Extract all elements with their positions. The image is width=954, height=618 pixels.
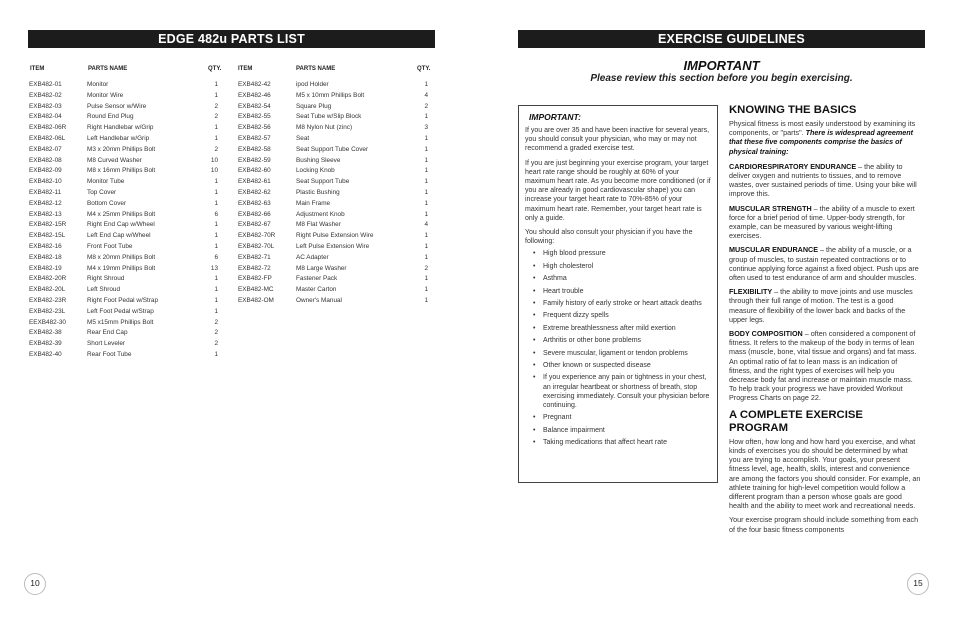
parts-row — [238, 80, 428, 91]
part-number: EXB482-19 — [29, 264, 62, 272]
part-number: EXB482-71 — [238, 253, 271, 261]
part-name: Seat Support Tube Cover — [296, 145, 369, 153]
part-number: EXB482-59 — [238, 156, 271, 164]
part-name: Right Handlebar w/Grip — [87, 124, 154, 132]
condition-list-item: • Balance impairment — [525, 426, 711, 435]
parts-table-2 — [238, 80, 428, 307]
parts-row — [29, 253, 218, 264]
parts-row — [238, 134, 428, 145]
parts-row — [238, 274, 428, 285]
part-qty: 1 — [214, 286, 218, 294]
part-qty: 4 — [424, 91, 428, 99]
parts-row — [238, 242, 428, 253]
part-qty: 1 — [424, 275, 428, 283]
parts-row — [238, 285, 428, 296]
parts-row — [238, 177, 428, 188]
fitness-component-term: MUSCULAR STRENGTH — [729, 203, 812, 213]
col-item-label-2: ITEM — [238, 66, 253, 72]
part-name: Seat Support Tube — [296, 178, 350, 186]
part-number: EXB482-54 — [238, 102, 271, 110]
fitness-component-term: CARDIORESPIRATORY ENDURANCE — [729, 161, 857, 171]
part-name: Left Foot Pedal w/Strap — [87, 307, 154, 315]
condition-list-item: • Pregnant — [525, 413, 711, 422]
important-box — [518, 105, 718, 483]
basics-section — [729, 104, 921, 539]
parts-row — [29, 285, 218, 296]
part-name: M8 Nylon Nut (zinc) — [296, 124, 353, 132]
parts-row — [238, 91, 428, 102]
part-qty: 1 — [424, 199, 428, 207]
part-name: Adjustment Knob — [296, 210, 345, 218]
parts-row — [29, 274, 218, 285]
part-qty: 1 — [214, 199, 218, 207]
part-number: EXB482-18 — [29, 253, 62, 261]
part-number: EXB482-15R — [29, 221, 67, 229]
part-name: M4 x 25mm Phillips Bolt — [87, 210, 156, 218]
part-qty: 3 — [424, 124, 428, 132]
part-qty: 1 — [424, 167, 428, 175]
col-item-label: ITEM — [30, 66, 45, 72]
condition-list-item: • Arthritis or other bone problems — [525, 336, 711, 345]
part-qty: 1 — [214, 350, 218, 358]
parts-row — [29, 231, 218, 242]
part-name: Bottom Cover — [87, 199, 127, 207]
part-qty: 2 — [214, 145, 218, 153]
box-para-3: You should also consult your physician if you have the following: — [525, 229, 693, 246]
parts-row — [29, 350, 218, 361]
part-name: AC Adapter — [296, 253, 329, 261]
parts-row — [29, 134, 218, 145]
part-number: EXB482-15L — [29, 232, 66, 240]
part-number: EXB482-20L — [29, 286, 66, 294]
part-number: EXB482-02 — [29, 91, 62, 99]
part-name: Plastic Bushing — [296, 188, 340, 196]
part-name: Rear End Cap — [87, 329, 128, 337]
part-number: EXB482-01 — [29, 81, 62, 88]
part-qty: 1 — [424, 134, 428, 142]
part-number: EXB482-07 — [29, 145, 62, 153]
part-name: M5 x 10mm Phillips Bolt — [296, 91, 365, 99]
part-qty: 1 — [214, 296, 218, 304]
condition-list — [525, 249, 711, 447]
part-name: M5 x15mm Phillips Bolt — [87, 318, 154, 326]
part-number: EXB482-58 — [238, 145, 271, 153]
parts-row — [29, 145, 218, 156]
part-qty: 1 — [214, 307, 218, 315]
part-qty: 1 — [214, 91, 218, 99]
part-name: Left End Cap w/Wheel — [87, 232, 151, 240]
part-number: EXB482-09 — [29, 167, 62, 175]
part-qty: 6 — [214, 210, 218, 218]
part-qty: 2 — [214, 329, 218, 337]
parts-row — [238, 253, 428, 264]
parts-row — [29, 210, 218, 221]
page-number-right: 15 — [907, 573, 929, 595]
part-name: Square Plug — [296, 102, 332, 110]
part-name: M8 Flat Washer — [296, 221, 341, 229]
parts-row — [29, 102, 218, 113]
part-qty: 1 — [214, 188, 218, 196]
part-number: EXB482-04 — [29, 113, 62, 121]
parts-row — [238, 210, 428, 221]
part-number: EXB482-06L — [29, 134, 66, 142]
part-name: Short Leveler — [87, 340, 126, 348]
part-name: Left Pulse Extension Wire — [296, 242, 370, 250]
part-number: EXB482-67 — [238, 221, 271, 229]
part-number: EXB482-20R — [29, 275, 67, 283]
fitness-component-text: – the ability of a muscle to exert force for a brief period of time. Upper-body strength, for example, can be measured by various weight-lifting exercises. — [729, 203, 915, 241]
fitness-component-text: – the ability to deliver oxygen and nutrients to tissues, and to remove wastes, over sustained periods of time. Using your bike will improve this. — [729, 161, 917, 199]
part-qty: 1 — [424, 113, 428, 121]
part-name: Left Handlebar w/Grip — [87, 134, 150, 142]
fitness-component-text: – the ability to move joints and use muscles through their full range of motion. The test is a good measure of flexibility of the lower back and backs of the upper legs. — [729, 287, 913, 324]
col-qty-label: QTY. — [208, 66, 222, 72]
part-qty: 2 — [214, 318, 218, 326]
page-number-left: 10 — [24, 573, 46, 595]
part-number: EXB482-40 — [29, 350, 62, 358]
box-para-2: If you are just beginning your exercise program, your target heart rate range should be roughly at 60% of your maximum heart rate. As you become more conditioned (or if you are already in good cardiovascular shape) you can increase your target heart rate to 70%-85% of your maximum heart rate. Remember, your target heart rate is only a guide. — [525, 159, 711, 222]
part-name: Right Pulse Extension Wire — [296, 232, 374, 240]
basics-title: KNOWING THE BASICS — [729, 104, 857, 116]
part-number: EEXB482-30 — [29, 318, 66, 326]
part-name: Front Foot Tube — [87, 242, 133, 250]
part-number: EXB482-55 — [238, 113, 271, 121]
part-qty: 1 — [424, 210, 428, 218]
parts-row — [29, 264, 218, 275]
part-qty: 1 — [214, 178, 218, 186]
part-qty: 1 — [424, 232, 428, 240]
part-name: Bushing Sleeve — [296, 156, 341, 164]
fitness-component — [729, 204, 921, 241]
part-qty: 1 — [424, 286, 428, 294]
part-number: EXB482-12 — [29, 199, 62, 207]
part-name: Rear Foot Tube — [87, 350, 132, 358]
parts-row — [29, 177, 218, 188]
part-name: Pulse Sensor w/Wire — [87, 102, 147, 110]
parts-row — [238, 166, 428, 177]
box-para-1: If you are over 35 and have been inactive for several years, you should consult your physician, who may or may not recommend a graded exercise test. — [525, 127, 710, 153]
important-subtitle: Please review this section before you begin exercising. — [590, 73, 853, 84]
part-name: Monitor — [87, 81, 109, 88]
part-number: EXB482-11 — [29, 188, 62, 196]
parts-row — [29, 112, 218, 123]
part-qty: 2 — [214, 340, 218, 348]
parts-row — [29, 188, 218, 199]
condition-list-item: • Asthma — [525, 274, 711, 283]
parts-row — [29, 220, 218, 231]
program-title: A COMPLETE EXERCISE PROGRAM — [729, 408, 863, 434]
part-number: EXB482-70R — [238, 232, 276, 240]
part-name: Locking Knob — [296, 167, 335, 175]
part-qty: 1 — [424, 296, 428, 304]
fitness-component — [729, 287, 921, 324]
part-number: EXB482-39 — [29, 340, 62, 348]
part-name: Round End Plug — [87, 113, 134, 121]
parts-row — [238, 296, 428, 307]
condition-list-item: • High blood pressure — [525, 249, 711, 258]
part-number: EXB482-10 — [29, 178, 62, 186]
part-name: ipod Holder — [296, 81, 329, 88]
part-qty: 1 — [424, 242, 428, 250]
condition-list-item: • Taking medications that affect heart rate — [525, 438, 711, 447]
part-qty: 1 — [214, 134, 218, 142]
part-qty: 6 — [214, 253, 218, 261]
fitness-component-term: FLEXIBILITY — [729, 287, 773, 297]
basics-intro: Physical fitness is most easily understood by examining its components, or "parts". — [729, 119, 916, 138]
part-qty: 1 — [424, 145, 428, 153]
part-qty: 2 — [424, 102, 428, 110]
fitness-component — [729, 162, 921, 199]
col-qty-label-2: QTY. — [417, 66, 431, 72]
part-number: EXB482-62 — [238, 188, 271, 196]
part-name: Master Carton — [296, 286, 337, 294]
part-name: M8 Curved Washer — [87, 156, 142, 164]
part-number: EXB482-63 — [238, 199, 271, 207]
part-name: Right End Cap w/Wheel — [87, 221, 155, 229]
condition-list-item: • High cholesterol — [525, 262, 711, 271]
part-number: EXB482-46 — [238, 91, 271, 99]
parts-row — [238, 156, 428, 167]
col-name-label-2: PARTS NAME — [296, 66, 336, 72]
part-qty: 1 — [424, 156, 428, 164]
parts-row — [238, 102, 428, 113]
part-qty: 1 — [424, 188, 428, 196]
part-name: Main Frame — [296, 199, 331, 207]
parts-table-1 — [29, 80, 218, 361]
part-name: Seat Tube w/Slip Block — [296, 113, 362, 121]
part-number: EXB482-38 — [29, 329, 62, 337]
parts-row — [29, 328, 218, 339]
condition-list-item: • If you experience any pain or tightness in your chest, an irregular heartbeat or shortness of breath, stop exercising immediately. Consult your physician before continuing. — [525, 373, 711, 410]
parts-row — [238, 220, 428, 231]
part-name: M4 x 19mm Phillips Bolt — [87, 264, 156, 272]
parts-row — [238, 188, 428, 199]
parts-row — [29, 156, 218, 167]
part-qty: 4 — [424, 221, 428, 229]
part-number: EXB482-72 — [238, 264, 271, 272]
parts-row — [29, 307, 218, 318]
parts-row — [238, 264, 428, 275]
fitness-component-text: – often considered a component of fitness. It refers to the makeup of the body in terms of lean mass (muscle, bone, vital tissue and organs) and fat mass. An optimal ratio of fat to lean mass is an indication of fitness, and the right types of exercises will help you decrease body fat and increase or maintain muscle mass. To help track your progress we have provided Workout Progress Charts on page 22. — [729, 329, 917, 403]
parts-list-header: EDGE 482u PARTS LIST — [28, 30, 435, 48]
part-number: EXB482-66 — [238, 210, 271, 218]
part-number: EXB482-MC — [238, 286, 274, 294]
program-para-1: How often, how long and how hard you exercise, and what kinds of exercises you do should be determined by what you are trying to accomplish. Your goals, your present fitness level, age, health, skills, interest and convenience are among the factors you should consider. For example, an athlete training for high-level competition would follow a different program than a person whose goals are good health and the ability to meet work and recreational needs. — [729, 436, 921, 511]
program-para-2: Your exercise program should include something from each of the four basic fitness components — [729, 515, 919, 534]
part-number: EXB482-23R — [29, 296, 67, 304]
part-name: M8 x 16mm Phillips Bolt — [87, 167, 156, 175]
part-number: EXB482-56 — [238, 124, 271, 132]
part-number: EXB482-61 — [238, 178, 271, 186]
part-number: EXB482-03 — [29, 102, 62, 110]
part-name: Top Cover — [87, 188, 117, 196]
fitness-component-text: – the ability of a muscle, or a group of muscles, to sustain repeated contractions or to continue applying force against a fixed object. Push ups are often used to test endurance of arm and shoulder muscles. — [729, 245, 919, 283]
condition-list-item: • Family history of early stroke or heart attack deaths — [525, 299, 711, 308]
part-number: EXB482-57 — [238, 134, 271, 142]
part-number: EXB482-23L — [29, 307, 66, 315]
part-number: EXB482-13 — [29, 210, 62, 218]
part-number: EXB482-42 — [238, 81, 271, 88]
parts-row — [29, 199, 218, 210]
exercise-guidelines-header: EXERCISE GUIDELINES — [518, 30, 925, 48]
condition-list-item: • Frequent dizzy spells — [525, 311, 711, 320]
fitness-component-term: MUSCULAR ENDURANCE — [729, 245, 819, 255]
part-qty: 1 — [214, 124, 218, 132]
part-number: EXB482-06R — [29, 124, 67, 132]
part-qty: 2 — [424, 264, 428, 272]
important-title: IMPORTANT — [683, 58, 760, 73]
parts-row — [238, 231, 428, 242]
parts-row — [29, 91, 218, 102]
part-name: M8 x 20mm Phillips Bolt — [87, 253, 156, 261]
part-name: Owner's Manual — [296, 296, 342, 304]
part-number: EXB482-16 — [29, 242, 62, 250]
part-qty: 2 — [214, 113, 218, 121]
parts-row — [29, 242, 218, 253]
basics-intro-bold: There is widespread agreement that these five components comprise the basics of physical training: — [729, 128, 914, 156]
part-qty: 1 — [214, 242, 218, 250]
part-number: EXB482-OM — [238, 296, 274, 304]
parts-row — [29, 80, 218, 91]
part-name: Left Shroud — [87, 286, 121, 294]
part-number: EXB482-60 — [238, 167, 271, 175]
box-title: IMPORTANT: — [529, 112, 581, 122]
part-qty: 1 — [424, 178, 428, 186]
condition-list-item: • Severe muscular, ligament or tendon problems — [525, 349, 711, 358]
part-qty: 1 — [424, 253, 428, 261]
part-name: M8 Large Washer — [296, 264, 347, 272]
condition-list-item: • Other known or suspected disease — [525, 361, 711, 370]
parts-row — [29, 123, 218, 134]
parts-row — [29, 318, 218, 329]
condition-list-item: • Extreme breathlessness after mild exertion — [525, 324, 711, 333]
fitness-component — [729, 329, 921, 403]
part-qty: 13 — [210, 264, 218, 272]
part-name: Monitor Wire — [87, 91, 124, 99]
part-qty: 2 — [214, 102, 218, 110]
part-qty: 10 — [210, 167, 218, 175]
parts-row — [29, 296, 218, 307]
fitness-component-term: BODY COMPOSITION — [729, 329, 803, 339]
part-name: Right Foot Pedal w/Strap — [87, 296, 159, 304]
part-number: EXB482-08 — [29, 156, 62, 164]
part-qty: 1 — [214, 221, 218, 229]
part-name: Fastener Pack — [296, 275, 338, 283]
part-qty: 1 — [214, 81, 218, 88]
part-qty: 1 — [424, 81, 428, 88]
parts-row — [29, 166, 218, 177]
part-qty: 1 — [214, 232, 218, 240]
part-name: Monitor Tube — [87, 178, 125, 186]
parts-row — [238, 123, 428, 134]
parts-row — [238, 112, 428, 123]
col-name-label: PARTS NAME — [88, 66, 128, 72]
part-name: Right Shroud — [87, 275, 125, 283]
parts-row — [238, 145, 428, 156]
part-number: EXB482-FP — [238, 275, 272, 283]
part-name: Seat — [296, 134, 310, 142]
fitness-component — [729, 245, 921, 282]
part-qty: 1 — [214, 275, 218, 283]
condition-list-item: • Heart trouble — [525, 287, 711, 296]
parts-row — [238, 199, 428, 210]
part-number: EXB482-70L — [238, 242, 275, 250]
part-name: M3 x 20mm Phillips Bolt — [87, 145, 156, 153]
part-qty: 10 — [210, 156, 218, 164]
parts-row — [29, 339, 218, 350]
